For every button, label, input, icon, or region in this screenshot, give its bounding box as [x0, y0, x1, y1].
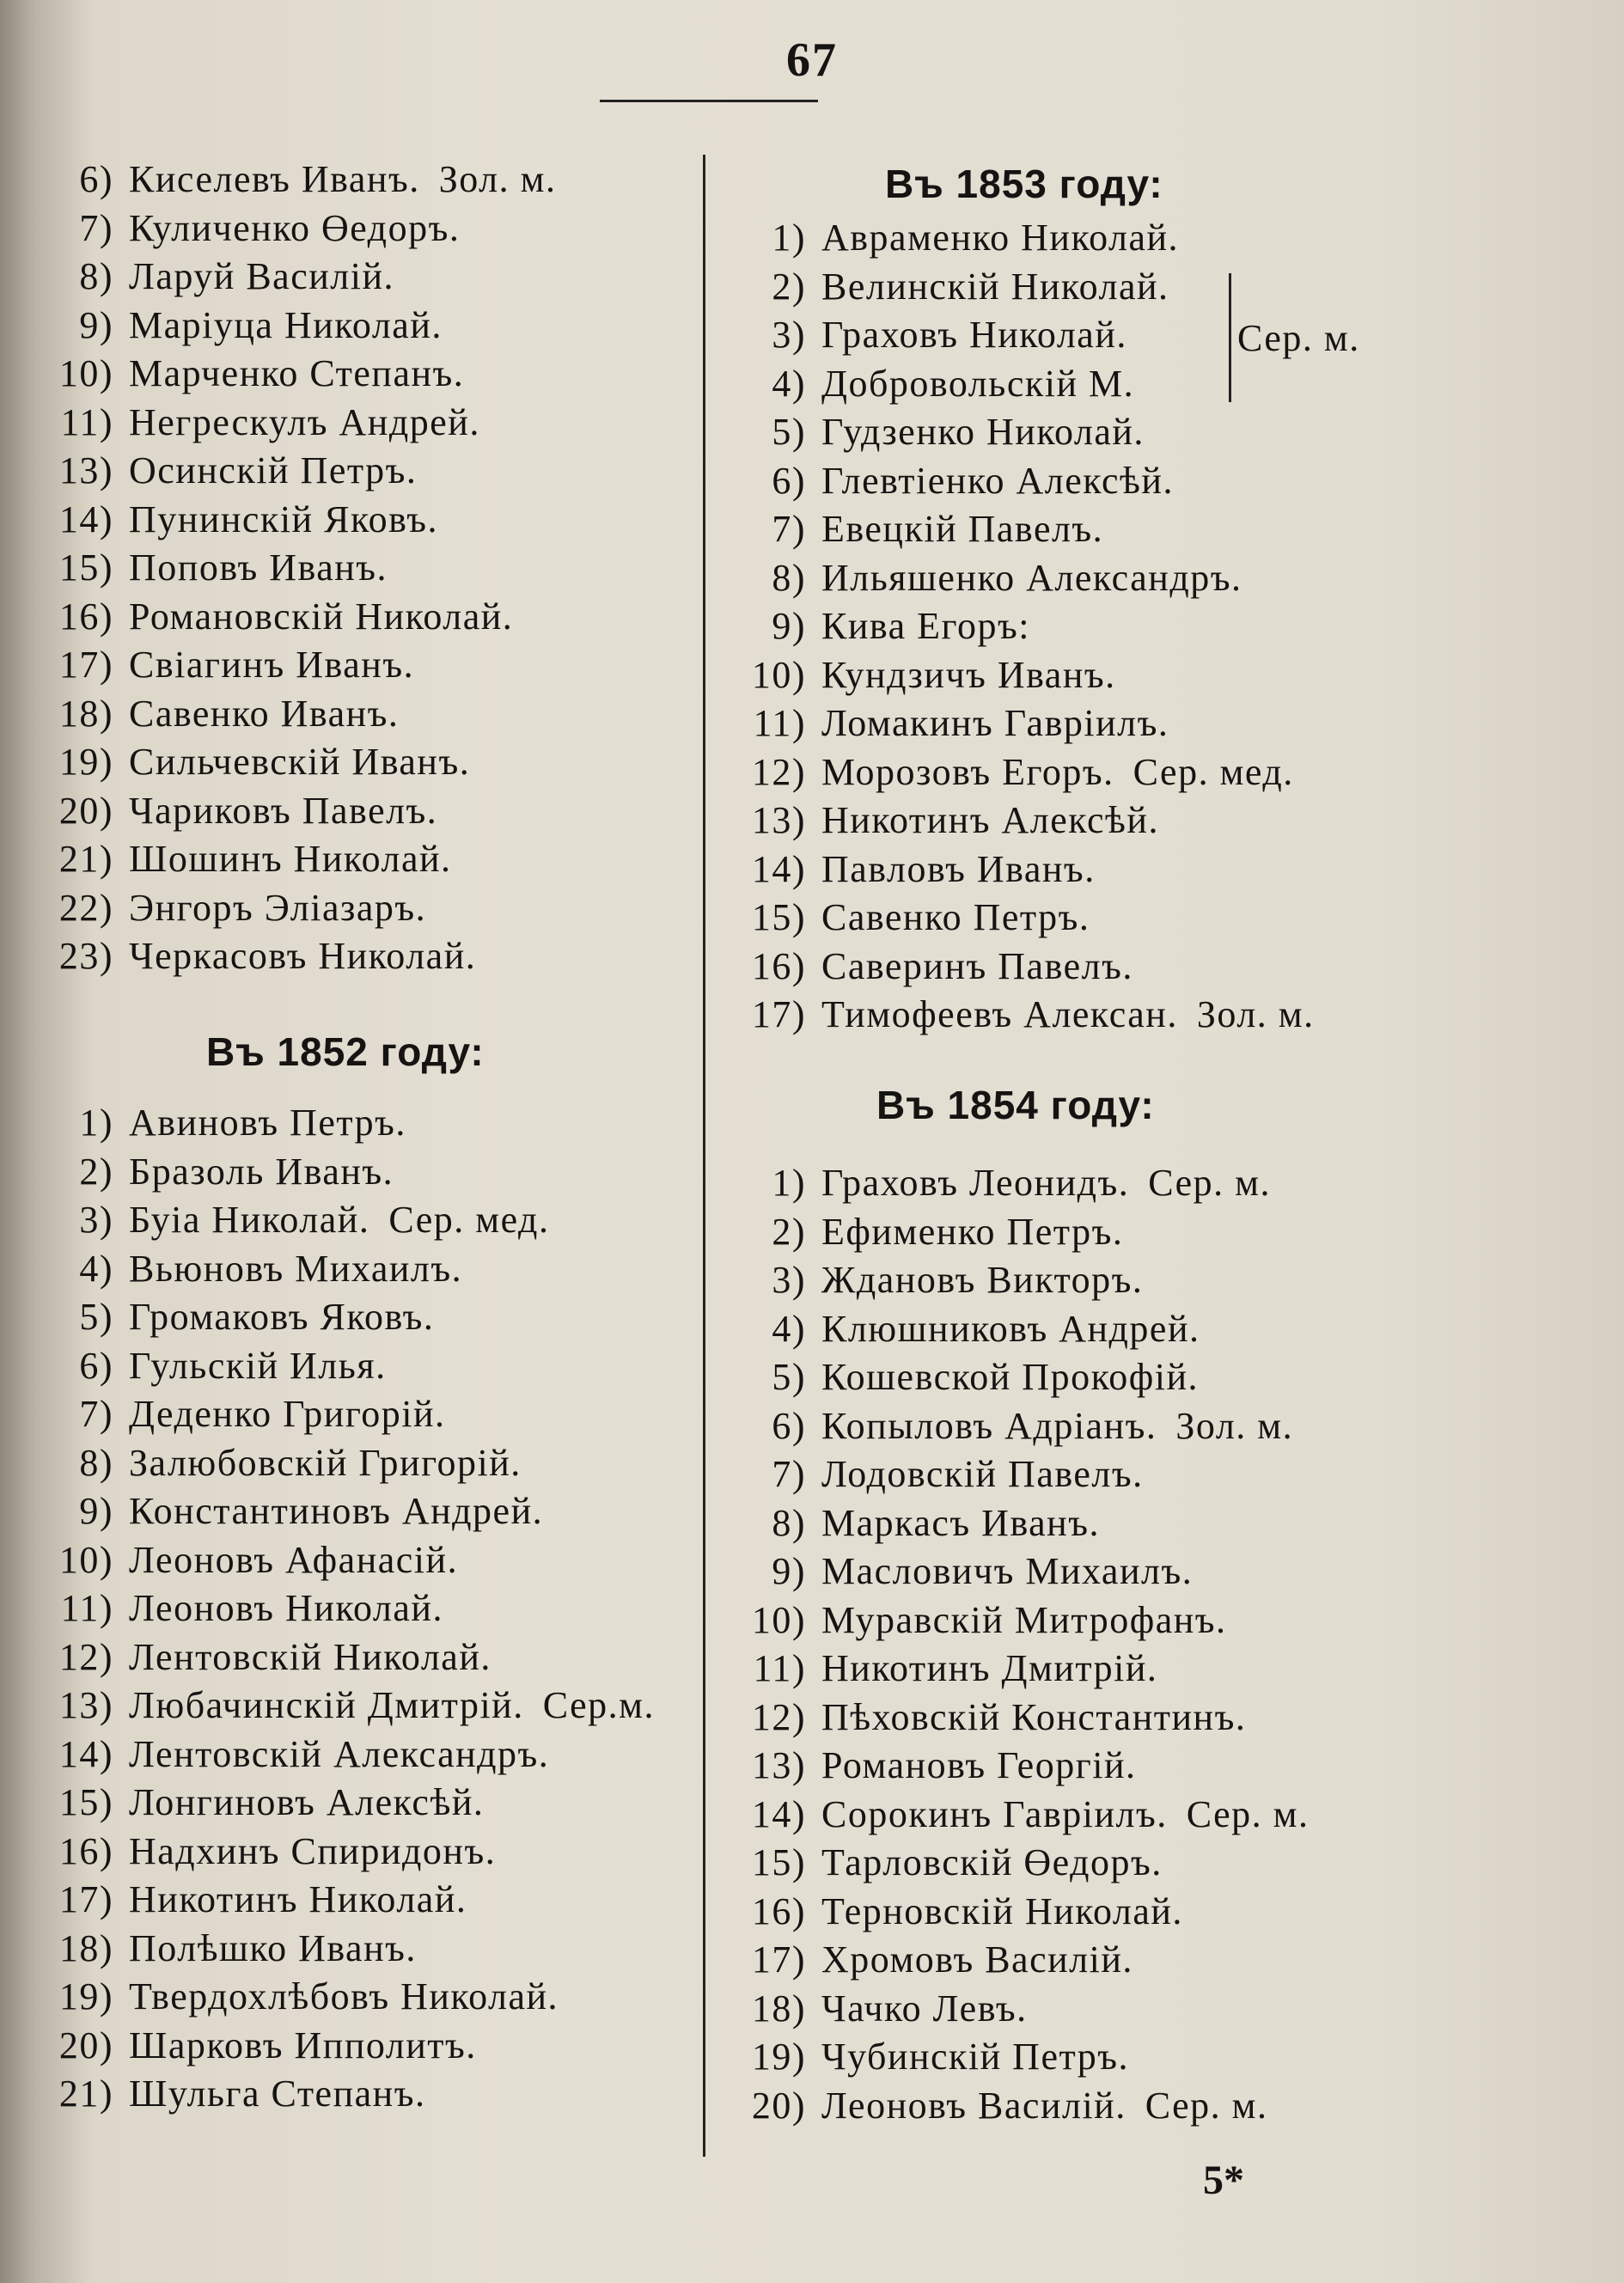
person-name: Пѣховскій Константинъ. [821, 1695, 1247, 1738]
item-number: 17) [58, 644, 113, 686]
list-item [0, 155, 556, 204]
item-number: 2) [79, 1150, 113, 1193]
person-name: Ларуй Василій. [129, 255, 395, 297]
item-number: 16) [58, 1829, 113, 1872]
item-number: 7) [772, 1453, 806, 1495]
group-bracket [1229, 273, 1231, 402]
list-item [713, 1255, 1143, 1305]
person-name: Марченко Степанъ. [129, 352, 465, 394]
item-number: 21) [58, 2072, 113, 2115]
person-name: Авиновъ Петръ. [129, 1102, 406, 1144]
person-name: Чачко Левъ. [821, 1987, 1028, 2030]
list-item [0, 543, 388, 593]
award-note: Сер. мед. [1133, 750, 1294, 793]
list-item [0, 1778, 484, 1828]
person-name: Муравскій Митрофанъ. [821, 1598, 1227, 1641]
award-note: Сер. м. [1186, 1792, 1310, 1835]
page-number: 67 [786, 34, 838, 87]
item-number: 10) [58, 352, 113, 394]
list-item [0, 786, 437, 836]
list-item [0, 1584, 443, 1633]
list-item [0, 640, 414, 690]
list-item [0, 1875, 467, 1925]
item-number: 13) [58, 1684, 113, 1726]
item-number: 8) [772, 556, 806, 599]
person-name: Лодовскій Павелъ. [821, 1453, 1144, 1495]
list-item [713, 1693, 1246, 1743]
person-name: Романовскій Николай. [129, 595, 514, 638]
list-item [0, 592, 513, 642]
person-name: Чубинскій Петръ. [821, 2036, 1129, 2078]
item-number: 2) [772, 1210, 806, 1253]
list-item [713, 2032, 1129, 2082]
person-name: Глевтіенко Алексѣй. [821, 459, 1174, 502]
item-number: 11) [753, 702, 806, 744]
list-item [713, 553, 1242, 603]
item-number: 7) [79, 206, 113, 249]
list-item [0, 1292, 434, 1342]
list-item [713, 601, 1030, 651]
list-item [713, 1741, 1137, 1791]
person-name: Твердохлѣбовъ Николай. [129, 1975, 559, 2017]
list-item [713, 1158, 1271, 1208]
person-name: Сорокинъ Гавріилъ. [821, 1792, 1168, 1835]
person-name: Савенко Иванъ. [129, 692, 400, 735]
list-item [0, 689, 399, 739]
person-name: Ждановъ Викторъ. [821, 1259, 1144, 1301]
person-name: Добровольскій М. [821, 362, 1135, 405]
list-item [713, 942, 1133, 992]
list-item [713, 893, 1090, 943]
list-item [713, 1499, 1100, 1548]
list-item [0, 1098, 406, 1148]
list-item [713, 796, 1159, 845]
award-note: Зол. м. [1175, 1404, 1294, 1447]
person-name: Любачинскій Дмитрій. [129, 1684, 524, 1726]
item-number: 16) [58, 595, 113, 638]
person-name: Велинскій Николай. [821, 265, 1169, 308]
list-item [713, 1838, 1163, 1888]
list-item [0, 446, 417, 496]
item-number: 5) [79, 1296, 113, 1338]
list-item [713, 504, 1103, 554]
list-item [0, 1972, 559, 2022]
item-number: 3) [772, 314, 806, 356]
person-name: Леоновъ Николай. [129, 1587, 443, 1629]
item-number: 13) [751, 1744, 806, 1786]
list-item [713, 1547, 1193, 1596]
item-number: 8) [79, 1441, 113, 1484]
column-divider [703, 155, 705, 2157]
person-name: Маріуца Николай. [129, 303, 443, 346]
item-number: 10) [751, 1598, 806, 1641]
item-number: 3) [772, 1259, 806, 1301]
item-number: 15) [58, 1781, 113, 1823]
person-name: Савенко Петръ. [821, 896, 1090, 938]
item-number: 6) [79, 158, 113, 200]
item-number: 19) [751, 2036, 806, 2078]
person-name: Гульскій Илья. [129, 1344, 387, 1387]
list-item [0, 252, 394, 302]
item-number: 6) [772, 1404, 806, 1447]
item-number: 8) [79, 255, 113, 297]
list-item [713, 990, 1315, 1040]
list-item [0, 301, 443, 351]
person-name: Копыловъ Адріанъ. [821, 1404, 1157, 1447]
item-number: 11) [60, 1587, 113, 1629]
list-item [713, 650, 1116, 700]
item-number: 15) [58, 546, 113, 589]
list-item [713, 1401, 1293, 1451]
item-number: 13) [58, 449, 113, 491]
item-number: 10) [751, 653, 806, 696]
person-name: Поповъ Иванъ. [129, 546, 388, 589]
list-item [0, 1827, 496, 1877]
item-number: 14) [58, 1732, 113, 1775]
person-name: Бразоль Иванъ. [129, 1150, 394, 1193]
item-number: 4) [79, 1247, 113, 1290]
list-item [713, 1887, 1183, 1937]
person-name: Шульга Степанъ. [129, 2072, 426, 2115]
list-item [0, 1681, 655, 1731]
list-item [713, 407, 1145, 457]
person-name: Павловъ Иванъ. [821, 847, 1096, 890]
list-item [0, 495, 438, 545]
person-name: Терновскій Николай. [821, 1889, 1183, 1932]
person-name: Клюшниковъ Андрей. [821, 1307, 1200, 1350]
person-name: Граховъ Леонидъ. [821, 1162, 1130, 1204]
person-name: Леоновъ Василій. [821, 2084, 1126, 2127]
list-item [0, 1924, 417, 1974]
item-number: 11) [753, 1647, 806, 1689]
item-number: 1) [772, 217, 806, 259]
list-item [713, 1596, 1227, 1645]
item-number: 9) [772, 605, 806, 647]
list-item [713, 262, 1169, 312]
list-item [713, 1450, 1144, 1499]
list-item [0, 834, 452, 884]
person-name: Ломакинъ Гавріилъ. [821, 702, 1169, 744]
list-item [713, 310, 1127, 360]
person-name: Никотинъ Дмитрій. [821, 1647, 1158, 1689]
list-item [713, 359, 1134, 409]
list-item [0, 1244, 462, 1294]
list-item [713, 213, 1179, 263]
award-note: Сер.м. [542, 1684, 655, 1726]
item-number: 14) [58, 497, 113, 540]
person-name: Морозовъ Егоръ. [821, 750, 1114, 793]
item-number: 6) [772, 459, 806, 502]
person-name: Саверинъ Павелъ. [821, 944, 1133, 987]
item-number: 1) [79, 1102, 113, 1144]
person-name: Хромовъ Василій. [821, 1938, 1133, 1981]
person-name: Лентовскій Александръ. [129, 1732, 550, 1775]
person-name: Кошевской Прокофій. [821, 1356, 1200, 1398]
person-name: Шарковъ Ипполитъ. [129, 2024, 477, 2066]
item-number: 11) [60, 400, 113, 443]
person-name: Ефименко Петръ. [821, 1210, 1124, 1253]
person-name: Масловичъ Михаилъ. [821, 1550, 1194, 1592]
person-name: Лентовскій Николай. [129, 1635, 491, 1678]
person-name: Леоновъ Афанасій. [129, 1538, 459, 1581]
person-name: Осинскій Петръ. [129, 449, 418, 491]
header-rule [600, 100, 818, 102]
person-name: Тимофеевъ Алексан. [821, 993, 1178, 1035]
item-number: 7) [772, 508, 806, 550]
item-number: 18) [751, 1987, 806, 2030]
item-number: 16) [751, 1889, 806, 1932]
list-item [0, 1389, 446, 1439]
item-number: 15) [751, 1841, 806, 1883]
list-item [713, 699, 1169, 748]
year-heading-1852: Въ 1852 году: [206, 1029, 485, 1074]
person-name: Чариковъ Павелъ. [129, 789, 438, 832]
list-item [0, 1535, 458, 1585]
person-name: Куличенко Өедоръ. [129, 206, 461, 249]
person-name: Пунинскій Яковъ. [129, 497, 439, 540]
item-number: 15) [751, 896, 806, 938]
item-number: 23) [58, 935, 113, 977]
item-number: 20) [58, 2024, 113, 2066]
item-number: 3) [79, 1199, 113, 1241]
year-heading-1853: Въ 1853 году: [885, 162, 1163, 206]
list-item [713, 1304, 1200, 1354]
award-note: Сер. м. [1145, 2084, 1268, 2127]
signature-mark: 5* [1203, 2158, 1244, 2203]
person-name: Авраменко Николай. [821, 217, 1180, 259]
list-item [0, 931, 476, 981]
person-name: Граховъ Николай. [821, 314, 1127, 356]
person-name: Энгоръ Эліазаръ. [129, 886, 427, 929]
item-number: 14) [751, 847, 806, 890]
item-number: 20) [751, 2084, 806, 2127]
person-name: Никотинъ Алексѣй. [821, 799, 1159, 841]
list-item [0, 883, 426, 933]
award-note: Сер. мед. [388, 1199, 550, 1241]
award-note: Зол. м. [438, 158, 557, 200]
list-item [0, 1438, 522, 1488]
person-name: Громаковъ Яковъ. [129, 1296, 435, 1338]
list-item [0, 1486, 543, 1536]
item-number: 2) [772, 265, 806, 308]
item-number: 10) [58, 1538, 113, 1581]
item-number: 12) [751, 1695, 806, 1738]
person-name: Шошинъ Николай. [129, 838, 452, 880]
item-number: 8) [772, 1501, 806, 1544]
item-number: 19) [58, 1975, 113, 2017]
person-name: Гудзенко Николай. [821, 411, 1145, 453]
person-name: Киселевъ Иванъ. [129, 158, 420, 200]
list-item [0, 737, 470, 787]
list-item [0, 1341, 387, 1391]
list-item [713, 2081, 1268, 2131]
list-item [0, 1195, 549, 1245]
person-name: Кива Егоръ: [821, 605, 1030, 647]
person-name: Евецкій Павелъ. [821, 508, 1104, 550]
item-number: 17) [751, 1938, 806, 1981]
list-item [713, 748, 1294, 797]
item-number: 18) [58, 692, 113, 735]
person-name: Залюбовскій Григорій. [129, 1441, 522, 1484]
person-name: Лонгиновъ Алексѣй. [129, 1781, 485, 1823]
person-name: Романовъ Георгій. [821, 1744, 1137, 1786]
list-item [713, 845, 1096, 894]
person-name: Никотинъ Николай. [129, 1878, 467, 1920]
year-heading-1854: Въ 1854 году: [876, 1083, 1155, 1127]
person-name: Буіа Николай. [129, 1199, 370, 1241]
item-number: 21) [58, 838, 113, 880]
item-number: 16) [751, 944, 806, 987]
item-number: 19) [58, 741, 113, 783]
person-name: Черкасовъ Николай. [129, 935, 477, 977]
item-number: 6) [79, 1344, 113, 1387]
list-item [0, 2069, 425, 2119]
list-item [0, 1147, 394, 1197]
list-item [0, 204, 460, 253]
list-item [713, 1644, 1157, 1694]
item-number: 17) [751, 993, 806, 1035]
list-item [713, 456, 1174, 506]
item-number: 20) [58, 789, 113, 832]
list-item [713, 1935, 1133, 1985]
person-name: Маркасъ Иванъ. [821, 1501, 1100, 1544]
person-name: Негрескулъ Андрей. [129, 400, 480, 443]
list-item [713, 1984, 1028, 2034]
item-number: 9) [772, 1550, 806, 1592]
item-number: 7) [79, 1393, 113, 1435]
award-note: Сер. м. [1148, 1162, 1272, 1204]
item-number: 12) [58, 1635, 113, 1678]
person-name: Деденко Григорій. [129, 1393, 446, 1435]
item-number: 4) [772, 1307, 806, 1350]
award-note: Зол. м. [1196, 993, 1315, 1035]
list-item [713, 1352, 1199, 1402]
item-number: 5) [772, 411, 806, 453]
person-name: Тарловскій Өедоръ. [821, 1841, 1163, 1883]
person-name: Вьюновъ Михаилъ. [129, 1247, 463, 1290]
item-number: 22) [58, 886, 113, 929]
person-name: Надхинъ Спиридонъ. [129, 1829, 497, 1872]
item-number: 4) [772, 362, 806, 405]
item-number: 1) [772, 1162, 806, 1204]
list-item [0, 1633, 491, 1682]
list-item [713, 1790, 1309, 1840]
person-name: Ильяшенко Александръ. [821, 556, 1242, 599]
item-number: 9) [79, 303, 113, 346]
list-item [713, 1207, 1123, 1257]
item-number: 17) [58, 1878, 113, 1920]
item-number: 18) [58, 1926, 113, 1969]
person-name: Сильчевскій Иванъ. [129, 741, 471, 783]
list-item [0, 398, 480, 448]
list-item [0, 349, 464, 399]
person-name: Свіагинъ Иванъ. [129, 644, 415, 686]
item-number: 5) [772, 1356, 806, 1398]
list-item [0, 2021, 477, 2071]
item-number: 13) [751, 799, 806, 841]
item-number: 9) [79, 1490, 113, 1532]
person-name: Полѣшко Иванъ. [129, 1926, 417, 1969]
person-name: Константиновъ Андрей. [129, 1490, 544, 1532]
list-item [0, 1730, 549, 1779]
person-name: Кундзичъ Иванъ. [821, 653, 1116, 696]
item-number: 12) [751, 750, 806, 793]
bracket-note: Сер. м. [1237, 317, 1360, 359]
item-number: 14) [751, 1792, 806, 1835]
